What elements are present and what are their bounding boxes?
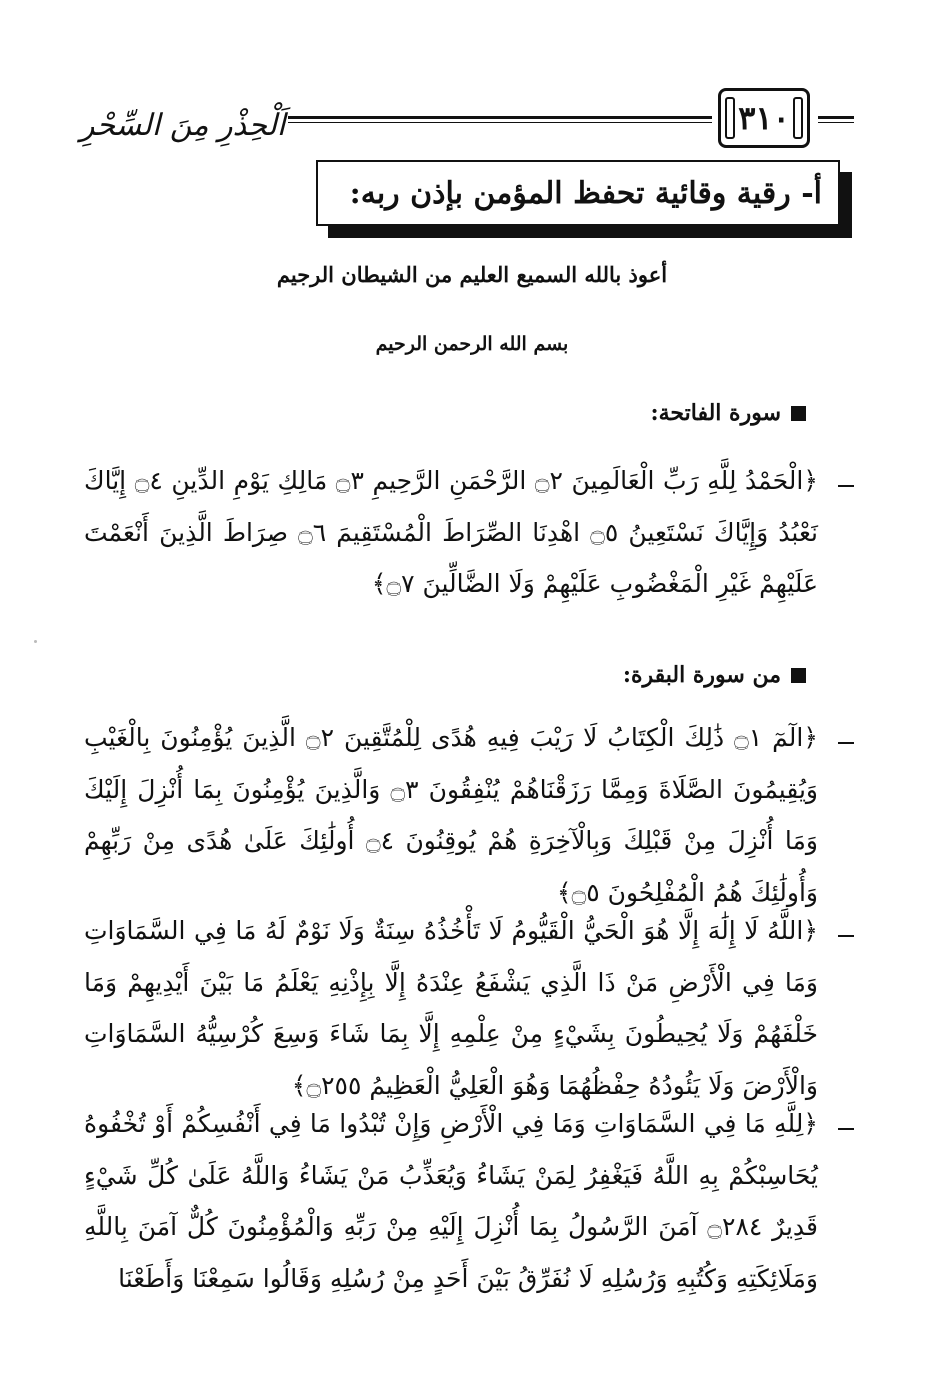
section-heading: أ- رقية وقائية تحفظ المؤمن بإذن ربه:	[349, 175, 822, 211]
verse-block-ayat-al-kursi: ﴿اللَّهُ لَا إِلَٰهَ إِلَّا هُوَ الْحَيُّ الْقَيُّومُ لَا تَأْخُذُهُ سِنَةٌ وَلَا نَوْمٌ لَهُ مَا فِي السَّمَاوَاتِ وَمَا فِي الْأَرْضِ مَنْ ذَا الَّذِي يَشْفَعُ عِنْدَهُ إِلَّا بِإِذْنِهِ يَعْلَمُ مَا بَيْنَ أَيْدِيهِمْ وَمَا خَلْفَهُمْ وَلَا يُحِيطُونَ بِشَيْءٍ مِنْ عِلْمِهِ إِلَّا بِمَا شَاءَ وَسِعَ كُرْسِيُّهُ السَّمَاوَاتِ وَالْأَرْضَ وَلَا يَئُودُهُ حِفْظُهُمَا وَهُوَ الْعَلِيُّ الْعَظِيمُ ۝٢٥٥﴾	[84, 916, 818, 1100]
page-number-box	[718, 88, 810, 148]
square-bullet-icon	[791, 668, 806, 683]
verse-block-baqarah-1-5: ﴿الٓمٓ ۝١ ذَٰلِكَ الْكِتَابُ لَا رَيْبَ فِيهِ هُدًى لِلْمُتَّقِينَ ۝٢ الَّذِينَ يُؤْمِنُونَ بِالْغَيْبِ وَيُقِيمُونَ الصَّلَاةَ وَمِمَّا رَزَقْنَاهُمْ يُنْفِقُونَ ۝٣ وَالَّذِينَ يُؤْمِنُونَ بِمَا أُنْزِلَ إِلَيْكَ وَمَا أُنْزِلَ مِنْ قَبْلِكَ وَبِالْآخِرَةِ هُمْ يُوقِنُونَ ۝٤ أُولَٰئِكَ عَلَىٰ هُدًى مِنْ رَبِّهِمْ وَأُولَٰئِكَ هُمُ الْمُفْلِحُونَ ۝٥﴾	[84, 723, 818, 907]
header-rule-right	[818, 116, 854, 123]
verse-dash	[838, 742, 854, 744]
book-title: اَلْحِذْرِ مِنَ السِّحْرِ	[80, 108, 286, 143]
surah-baqarah-title	[623, 662, 806, 688]
section-heading-box	[316, 160, 840, 226]
scan-speck	[34, 640, 37, 643]
verse-dash	[838, 935, 854, 937]
header-rule-left	[288, 116, 712, 123]
square-bullet-icon	[791, 406, 806, 421]
surah-fatiha-title	[651, 400, 807, 426]
istiadha-line: أعوذ بالله السميع العليم من الشيطان الرجيم	[276, 262, 668, 287]
verse-dash	[838, 485, 854, 487]
page-number: ٣١٠	[738, 99, 790, 137]
basmala-line: بسم الله الرحمن الرحيم	[375, 333, 569, 355]
verse-block-fatiha: ﴿الْحَمْدُ لِلَّهِ رَبِّ الْعَالَمِينَ ۝٢ الرَّحْمَنِ الرَّحِيمِ ۝٣ مَالِكِ يَوْمِ الدِّينِ ۝٤ إِيَّاكَ نَعْبُدُ وَإِيَّاكَ نَسْتَعِينُ ۝٥ اهْدِنَا الصِّرَاطَ الْمُسْتَقِيمَ ۝٦ صِرَاطَ الَّذِينَ أَنْعَمْتَ عَلَيْهِمْ غَيْرِ الْمَغْضُوبِ عَلَيْهِمْ وَلَا الضَّالِّينَ ۝٧﴾	[84, 466, 818, 598]
verse-block-baqarah-284-285: ﴿لِلَّهِ مَا فِي السَّمَاوَاتِ وَمَا فِي الْأَرْضِ وَإِنْ تُبْدُوا مَا فِي أَنْفُسِكُمْ أَوْ تُخْفُوهُ يُحَاسِبْكُمْ بِهِ اللَّهُ فَيَغْفِرُ لِمَنْ يَشَاءُ وَيُعَذِّبُ مَنْ يَشَاءُ وَاللَّهُ عَلَىٰ كُلِّ شَيْءٍ قَدِيرٌ ۝٢٨٤ آمَنَ الرَّسُولُ بِمَا أُنْزِلَ إِلَيْهِ مِنْ رَبِّهِ وَالْمُؤْمِنُونَ كُلٌّ آمَنَ بِاللَّهِ وَمَلَائِكَتِهِ وَكُتُبِهِ وَرُسُلِهِ لَا نُفَرِّقُ بَيْنَ أَحَدٍ مِنْ رُسُلِهِ وَقَالُوا سَمِعْنَا وَأَطَعْنَا	[84, 1109, 818, 1293]
verse-dash	[838, 1128, 854, 1130]
surah-title-label: سورة الفاتحة:	[650, 400, 781, 426]
surah-title-label: من سورة البقرة:	[622, 662, 781, 688]
